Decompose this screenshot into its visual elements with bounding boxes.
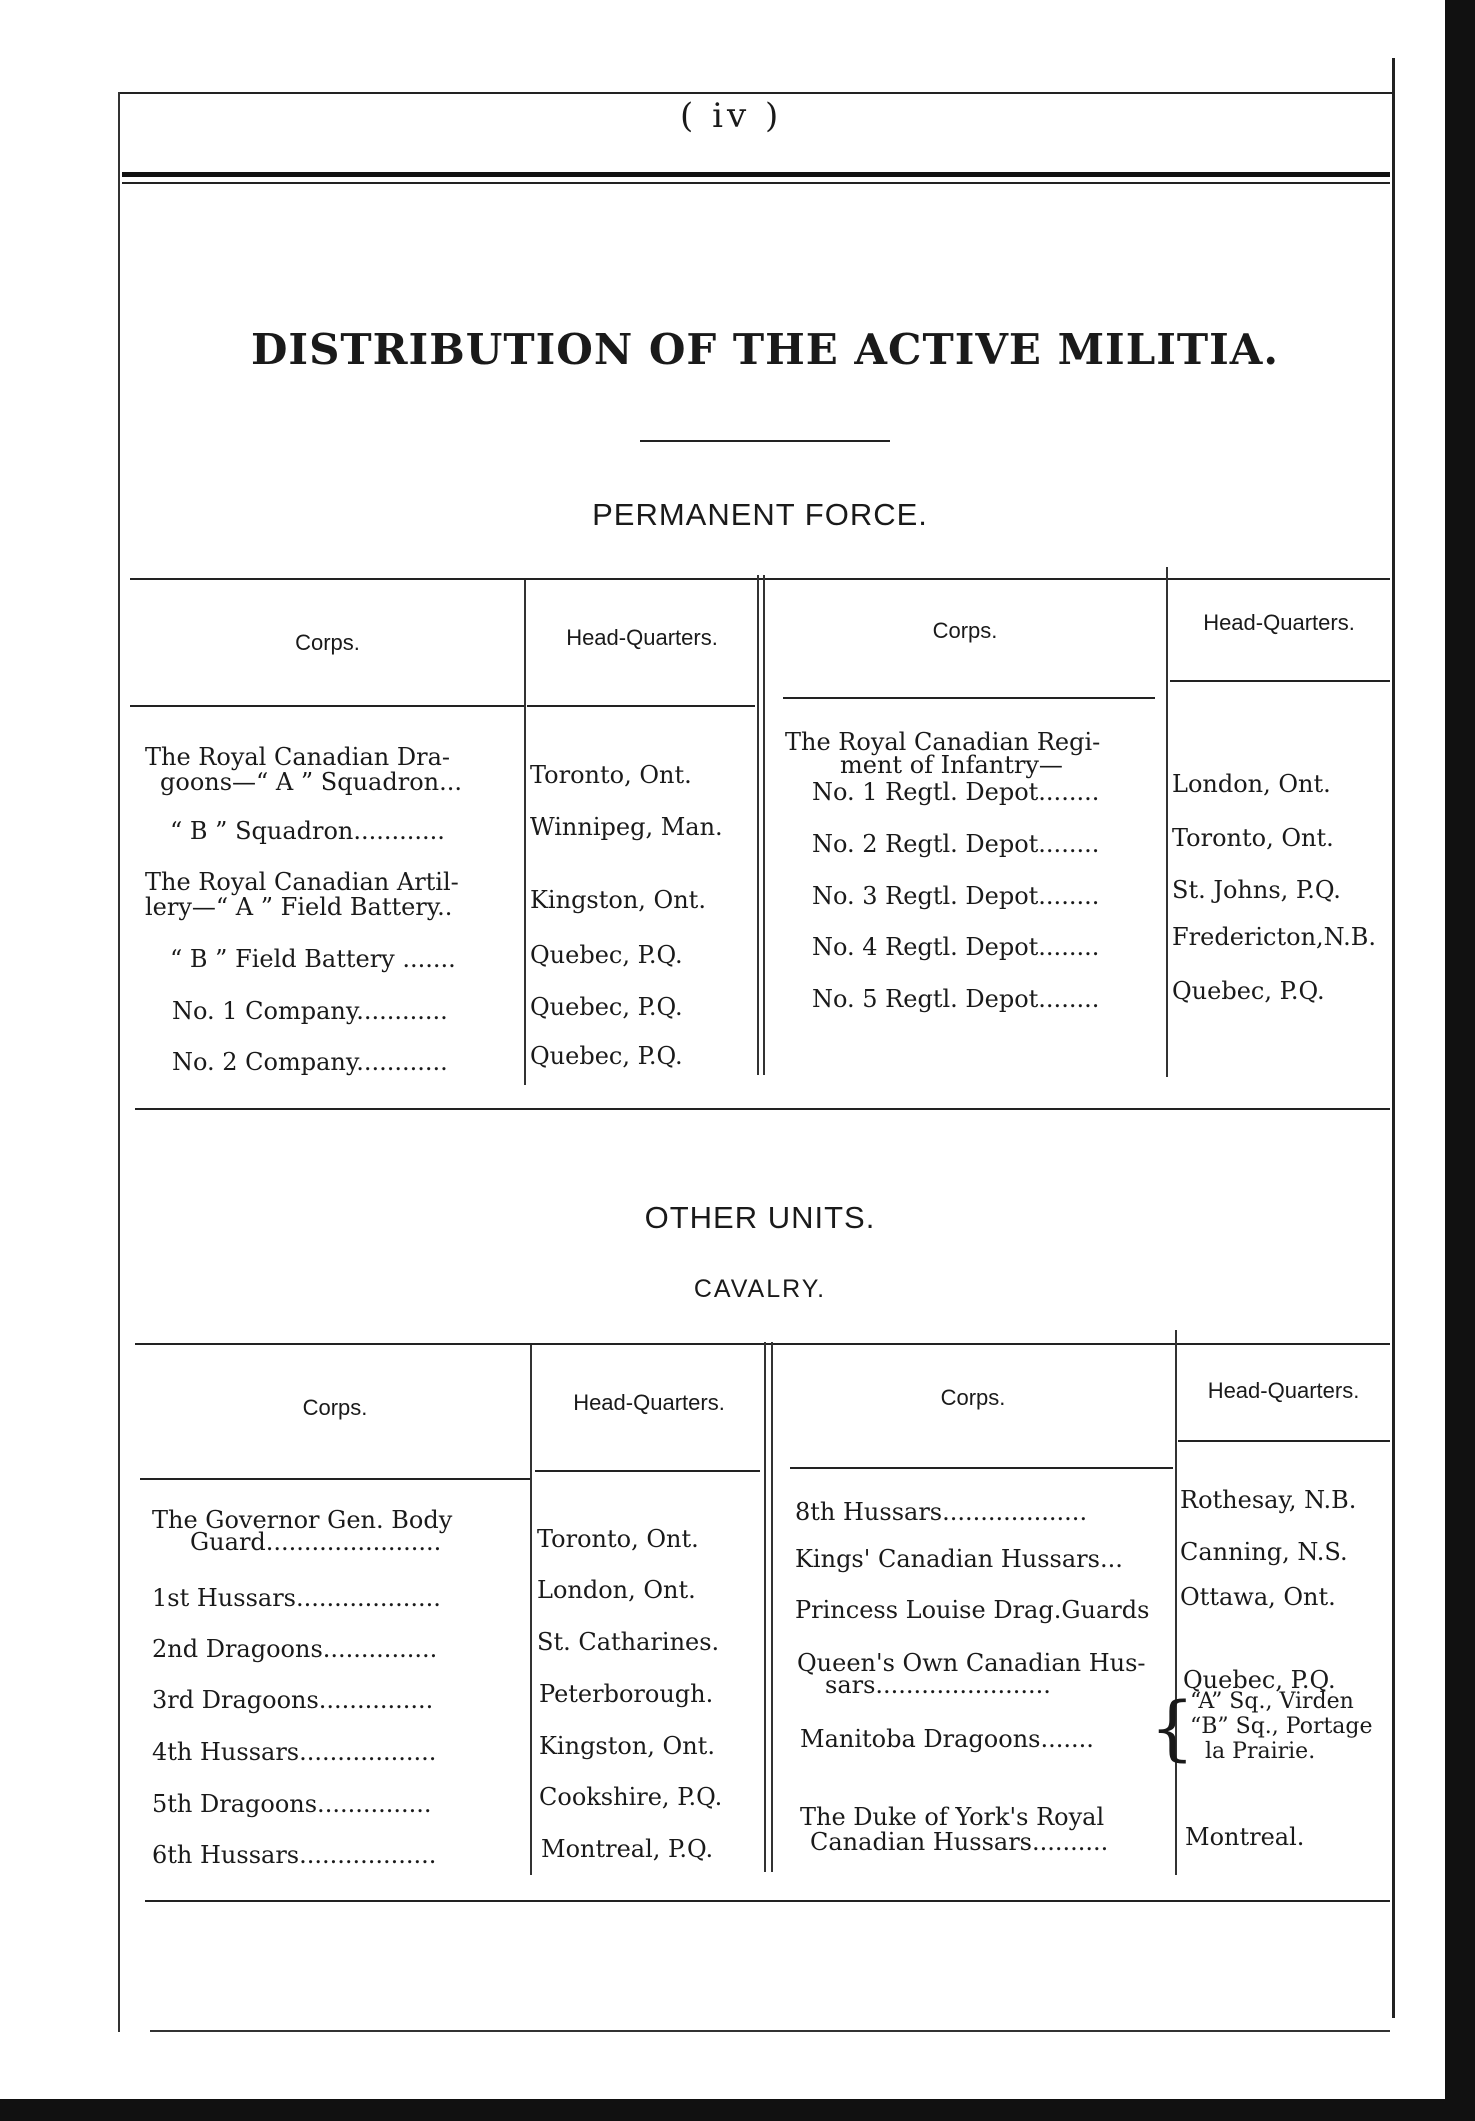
corps-name-cont: Canadian Hussars.......... bbox=[810, 1828, 1109, 1856]
corps-name: 5th Dragoons............... bbox=[152, 1790, 432, 1818]
corps-name-cont: sars....................... bbox=[825, 1671, 1051, 1699]
corps-name: 2nd Dragoons............... bbox=[152, 1635, 438, 1663]
table1-bottom-rule bbox=[135, 1108, 1390, 1110]
table2-bottom-rule bbox=[145, 1900, 1390, 1902]
corps-name: The Duke of York's Royal bbox=[800, 1803, 1105, 1831]
corps-name: No. 4 Regtl. Depot........ bbox=[812, 933, 1100, 961]
table1-top-rule bbox=[130, 578, 1390, 580]
table2-top-rule bbox=[135, 1343, 1390, 1345]
page-title: DISTRIBUTION OF THE ACTIVE MILITIA. bbox=[251, 325, 1279, 374]
headquarters-cont: “B” Sq., Portage bbox=[1190, 1714, 1373, 1739]
corps-name: 4th Hussars.................. bbox=[152, 1738, 437, 1766]
page-border-bottom bbox=[150, 2030, 1390, 2032]
headquarters: Toronto, Ont. bbox=[530, 761, 692, 789]
title-divider bbox=[640, 440, 890, 442]
cavalry-subheading: CAVALRY. bbox=[693, 1275, 827, 1303]
page-border-left bbox=[118, 92, 120, 2032]
corps-name: “ B ” Squadron............ bbox=[170, 817, 445, 845]
corps-name: No. 3 Regtl. Depot........ bbox=[812, 882, 1100, 910]
headquarters: Quebec, P.Q. bbox=[530, 941, 683, 969]
headquarters: Quebec, P.Q. bbox=[530, 993, 683, 1021]
table2-divider-1 bbox=[530, 1345, 532, 1875]
page-border-top bbox=[118, 92, 1393, 94]
headquarters: Winnipeg, Man. bbox=[530, 813, 723, 841]
headquarters: Quebec, P.Q. bbox=[1172, 977, 1325, 1005]
table1-col-hq-right: Head-Quarters. bbox=[1203, 610, 1355, 635]
corps-name: No. 5 Regtl. Depot........ bbox=[812, 985, 1100, 1013]
headquarters: Montreal, P.Q. bbox=[541, 1835, 714, 1863]
page-number: ( iv ) bbox=[680, 96, 783, 136]
scan-edge-bottom bbox=[0, 2099, 1475, 2121]
table2-head-rule-d bbox=[1178, 1440, 1390, 1442]
corps-name: 8th Hussars................... bbox=[795, 1498, 1088, 1526]
brace-glyph: { bbox=[1150, 1687, 1195, 1769]
table2-col-hq-right: Head-Quarters. bbox=[1207, 1378, 1360, 1403]
table1-divider-2b bbox=[763, 575, 765, 1075]
regiment-name: The Royal Canadian Regi- bbox=[785, 728, 1101, 756]
table1-head-rule-a bbox=[130, 705, 525, 707]
headquarters: Quebec, P.Q. bbox=[1183, 1666, 1336, 1694]
headquarters: Ottawa, Ont. bbox=[1180, 1583, 1336, 1611]
table1-col-hq: Head-Quarters. bbox=[566, 625, 718, 650]
corps-name: No. 1 Regtl. Depot........ bbox=[812, 778, 1100, 806]
corps-name: No. 2 Company............ bbox=[172, 1048, 448, 1076]
headquarters: Cookshire, P.Q. bbox=[539, 1783, 723, 1811]
headquarters-cont: la Prairie. bbox=[1205, 1739, 1316, 1764]
corps-name: Princess Louise Drag.Guards bbox=[795, 1596, 1150, 1624]
corps-name: No. 1 Company............ bbox=[172, 997, 448, 1025]
table2-divider-2 bbox=[764, 1342, 766, 1872]
corps-name: 3rd Dragoons............... bbox=[152, 1686, 434, 1714]
table2-divider-3 bbox=[1175, 1330, 1177, 1875]
headquarters: Peterborough. bbox=[539, 1680, 714, 1708]
headquarters: Kingston, Ont. bbox=[530, 886, 706, 914]
corps-name: 6th Hussars.................. bbox=[152, 1841, 437, 1869]
regiment-name-cont: ment of Infantry— bbox=[840, 751, 1063, 779]
table2-col-corps: Corps. bbox=[302, 1395, 368, 1420]
table2-head-rule-b bbox=[535, 1470, 760, 1472]
corps-name: The Governor Gen. Body bbox=[152, 1506, 453, 1534]
corps-name: Queen's Own Canadian Hus- bbox=[797, 1649, 1146, 1677]
header-rule bbox=[122, 172, 1390, 177]
table2-head-rule-c bbox=[790, 1467, 1173, 1469]
headquarters: Toronto, Ont. bbox=[537, 1525, 699, 1553]
permanent-force-heading: PERMANENT FORCE. bbox=[592, 497, 928, 532]
corps-name: 1st Hussars................... bbox=[152, 1584, 441, 1612]
scan-edge-right bbox=[1445, 0, 1475, 2121]
table2-col-hq: Head-Quarters. bbox=[573, 1390, 725, 1415]
headquarters: London, Ont. bbox=[1172, 770, 1331, 798]
headquarters: Fredericton,N.B. bbox=[1172, 923, 1377, 951]
table1-head-rule-b bbox=[527, 705, 755, 707]
headquarters: “A” Sq., Virden bbox=[1190, 1689, 1354, 1714]
corps-name: Manitoba Dragoons....... bbox=[800, 1725, 1094, 1753]
table1-head-rule-c bbox=[783, 697, 1155, 699]
corps-name: The Royal Canadian Dra- bbox=[145, 743, 450, 771]
page-border-right bbox=[1392, 58, 1395, 2018]
table1-divider-2 bbox=[757, 575, 759, 1075]
headquarters: Kingston, Ont. bbox=[539, 1732, 715, 1760]
table2-divider-2b bbox=[771, 1342, 773, 1872]
table2-head-rule-a bbox=[140, 1478, 530, 1480]
headquarters: St. Catharines. bbox=[537, 1628, 720, 1656]
table1-col-corps-right: Corps. bbox=[932, 618, 998, 643]
other-units-heading: OTHER UNITS. bbox=[644, 1200, 876, 1235]
headquarters: Toronto, Ont. bbox=[1172, 824, 1334, 852]
corps-name: The Royal Canadian Artil- bbox=[145, 868, 459, 896]
corps-name-cont: lery—“ A ” Field Battery.. bbox=[145, 893, 453, 921]
header-rule-thin bbox=[122, 182, 1390, 184]
corps-name-cont: Guard....................... bbox=[190, 1528, 442, 1556]
headquarters: London, Ont. bbox=[537, 1576, 696, 1604]
corps-name: No. 2 Regtl. Depot........ bbox=[812, 830, 1100, 858]
headquarters: Montreal. bbox=[1185, 1823, 1305, 1851]
headquarters: Quebec, P.Q. bbox=[530, 1042, 683, 1070]
corps-name: Kings' Canadian Hussars... bbox=[795, 1545, 1123, 1573]
corps-name-cont: goons—“ A ” Squadron... bbox=[160, 768, 462, 796]
corps-name: “ B ” Field Battery ....... bbox=[170, 945, 456, 973]
table1-head-rule-d bbox=[1170, 680, 1390, 682]
table1-divider-3 bbox=[1166, 567, 1168, 1077]
headquarters: Rothesay, N.B. bbox=[1180, 1486, 1357, 1514]
table1-col-corps: Corps. bbox=[295, 630, 360, 655]
headquarters: Canning, N.S. bbox=[1180, 1538, 1348, 1566]
table2-col-corps-right: Corps. bbox=[940, 1385, 1006, 1410]
headquarters: St. Johns, P.Q. bbox=[1172, 876, 1341, 904]
